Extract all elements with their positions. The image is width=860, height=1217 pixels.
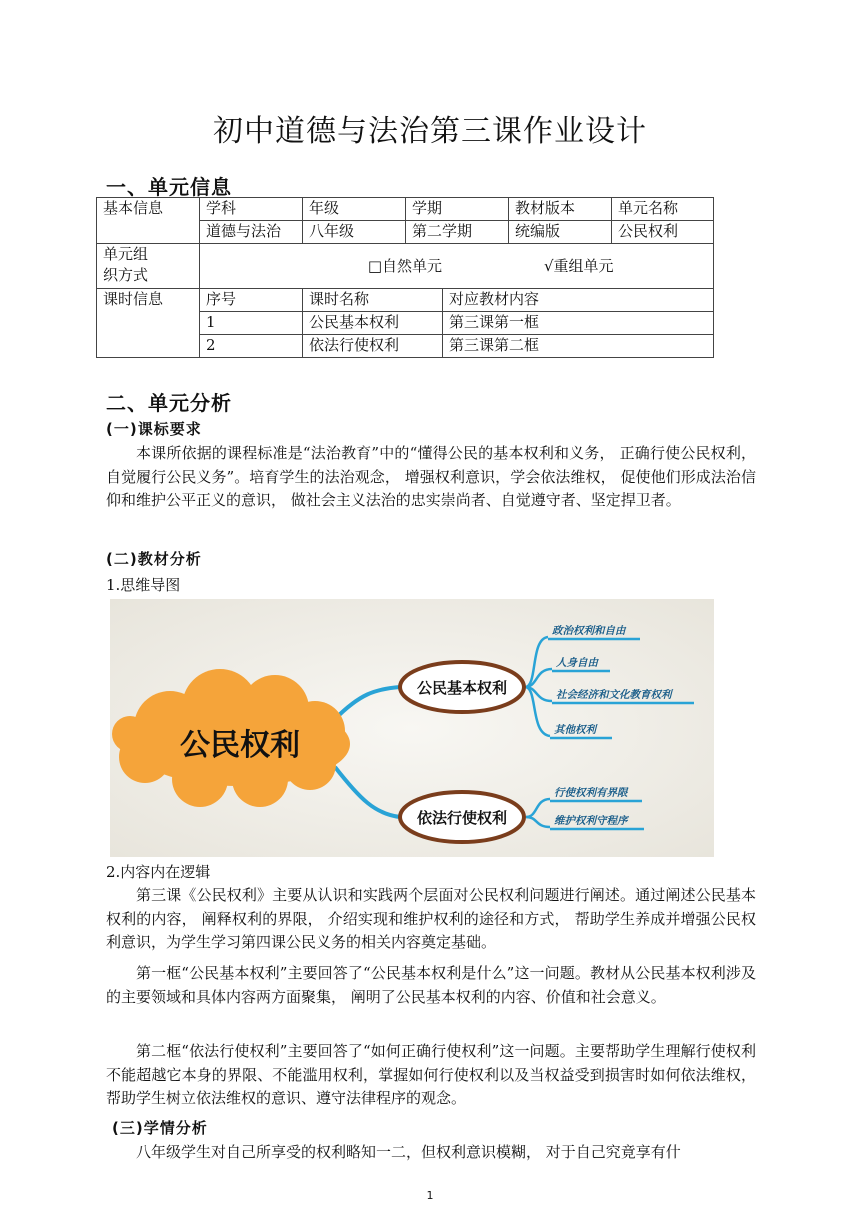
branch-label-basic-rights: 公民基本权利 <box>416 679 508 697</box>
section-heading-unit-analysis: 二、单元分析 <box>106 391 232 415</box>
table-row <box>97 244 714 289</box>
org-method-label-line2: 织方式 <box>103 266 149 284</box>
value-cell: 道德与法治 <box>200 221 303 244</box>
org-method-label-line1: 单元组 <box>103 245 149 263</box>
leaf-label: 维护权利守程序 <box>554 815 628 827</box>
section-heading-unit-info: 一、单元信息 <box>106 175 232 199</box>
page-number: 1 <box>426 1189 434 1202</box>
org-method-label <box>97 244 200 289</box>
lesson-cell: 公民基本权利 <box>303 312 443 335</box>
branch-label-exercise-rights: 依法行使权利 <box>416 809 508 827</box>
subheading-student-analysis: (三)学情分析 <box>112 1119 208 1137</box>
value-cell: 第二学期 <box>406 221 509 244</box>
lesson-info-label: 课时信息 <box>97 289 200 358</box>
table-row <box>97 289 714 312</box>
item-logic-label: 2.内容内在逻辑 <box>106 863 211 881</box>
mindmap-center-label: 公民权利 <box>180 728 300 763</box>
document-title: 初中道德与法治第三课作业设计 <box>213 114 647 149</box>
header-cell: 年级 <box>303 198 406 221</box>
lesson-cell: 2 <box>200 335 303 358</box>
subheading-curriculum: (一)课标要求 <box>106 420 202 438</box>
leaf-label: 人身自由 <box>556 657 598 669</box>
header-cell: 课时名称 <box>303 289 443 312</box>
value-cell: 公民权利 <box>612 221 714 244</box>
student-analysis-paragraph: 八年级学生对自己所享受的权利略知一二，但权利意识模糊， 对于自己究竟享有什 <box>136 1143 681 1161</box>
logic-paragraph-3: 第二框“依法行使权利”主要回答了“如何正确行使权利”这一问题。主要帮助学生理解行使权利不能超越它本身的界限、不能滥用权利，掌握如何行使权利以及当权益受到损害时如何依法维权，帮助学生树立依法维权的意识、遵守法律程序的观念。 <box>106 1042 756 1107</box>
mind-map <box>110 599 714 857</box>
logic-paragraph-2: 第一框“公民基本权利”主要回答了“公民基本权利是什么”这一问题。教材从公民基本权利涉及的主要领域和具体内容两方面聚集， 阐明了公民基本权利的内容、价值和社会意义。 <box>106 964 756 1006</box>
natural-unit-option: □自然单元 <box>367 256 442 275</box>
leaf-label: 社会经济和文化教育权利 <box>556 689 672 701</box>
unit-info-table <box>96 197 714 358</box>
value-cell: 八年级 <box>303 221 406 244</box>
regrouped-unit-option: √重组单元 <box>544 256 614 275</box>
subheading-textbook: (二)教材分析 <box>106 550 202 568</box>
org-method-options <box>200 244 714 289</box>
lesson-cell: 1 <box>200 312 303 335</box>
header-cell: 序号 <box>200 289 303 312</box>
leaf-label: 其他权利 <box>554 724 596 736</box>
leaf-label: 政治权利和自由 <box>552 625 626 637</box>
lesson-cell: 第三课第二框 <box>443 335 714 358</box>
header-cell: 单元名称 <box>612 198 714 221</box>
header-cell: 教材版本 <box>509 198 612 221</box>
logic-paragraph-1: 第三课《公民权利》主要从认识和实践两个层面对公民权利问题进行阐述。通过阐述公民基本权利的内容， 阐释权利的界限， 介绍实现和维护权利的途径和方式， 帮助学生养成并增强公民权利意识，为学生学习第四课公民义务的相关内容奠定基础。 <box>106 886 756 951</box>
header-cell: 对应教材内容 <box>443 289 714 312</box>
table-row <box>97 198 714 221</box>
basic-info-label: 基本信息 <box>97 198 200 244</box>
header-cell: 学科 <box>200 198 303 221</box>
lesson-cell: 第三课第一框 <box>443 312 714 335</box>
header-cell: 学期 <box>406 198 509 221</box>
value-cell: 统编版 <box>509 221 612 244</box>
curriculum-paragraph: 本课所依据的课程标准是“法治教育”中的“懂得公民的基本权利和义务， 正确行使公民权利，自觉履行公民义务”。培育学生的法治观念， 增强权利意识，学会依法维权， 促使他们形成法治信仰和维护公平正义的意识， 做社会主义法治的忠实崇尚者、自觉遵守者、坚定捍卫者。 <box>106 444 756 509</box>
item-mindmap-label: 1.思维导图 <box>106 576 181 594</box>
leaf-label: 行使权利有界限 <box>554 787 628 799</box>
lesson-cell: 依法行使权利 <box>303 335 443 358</box>
